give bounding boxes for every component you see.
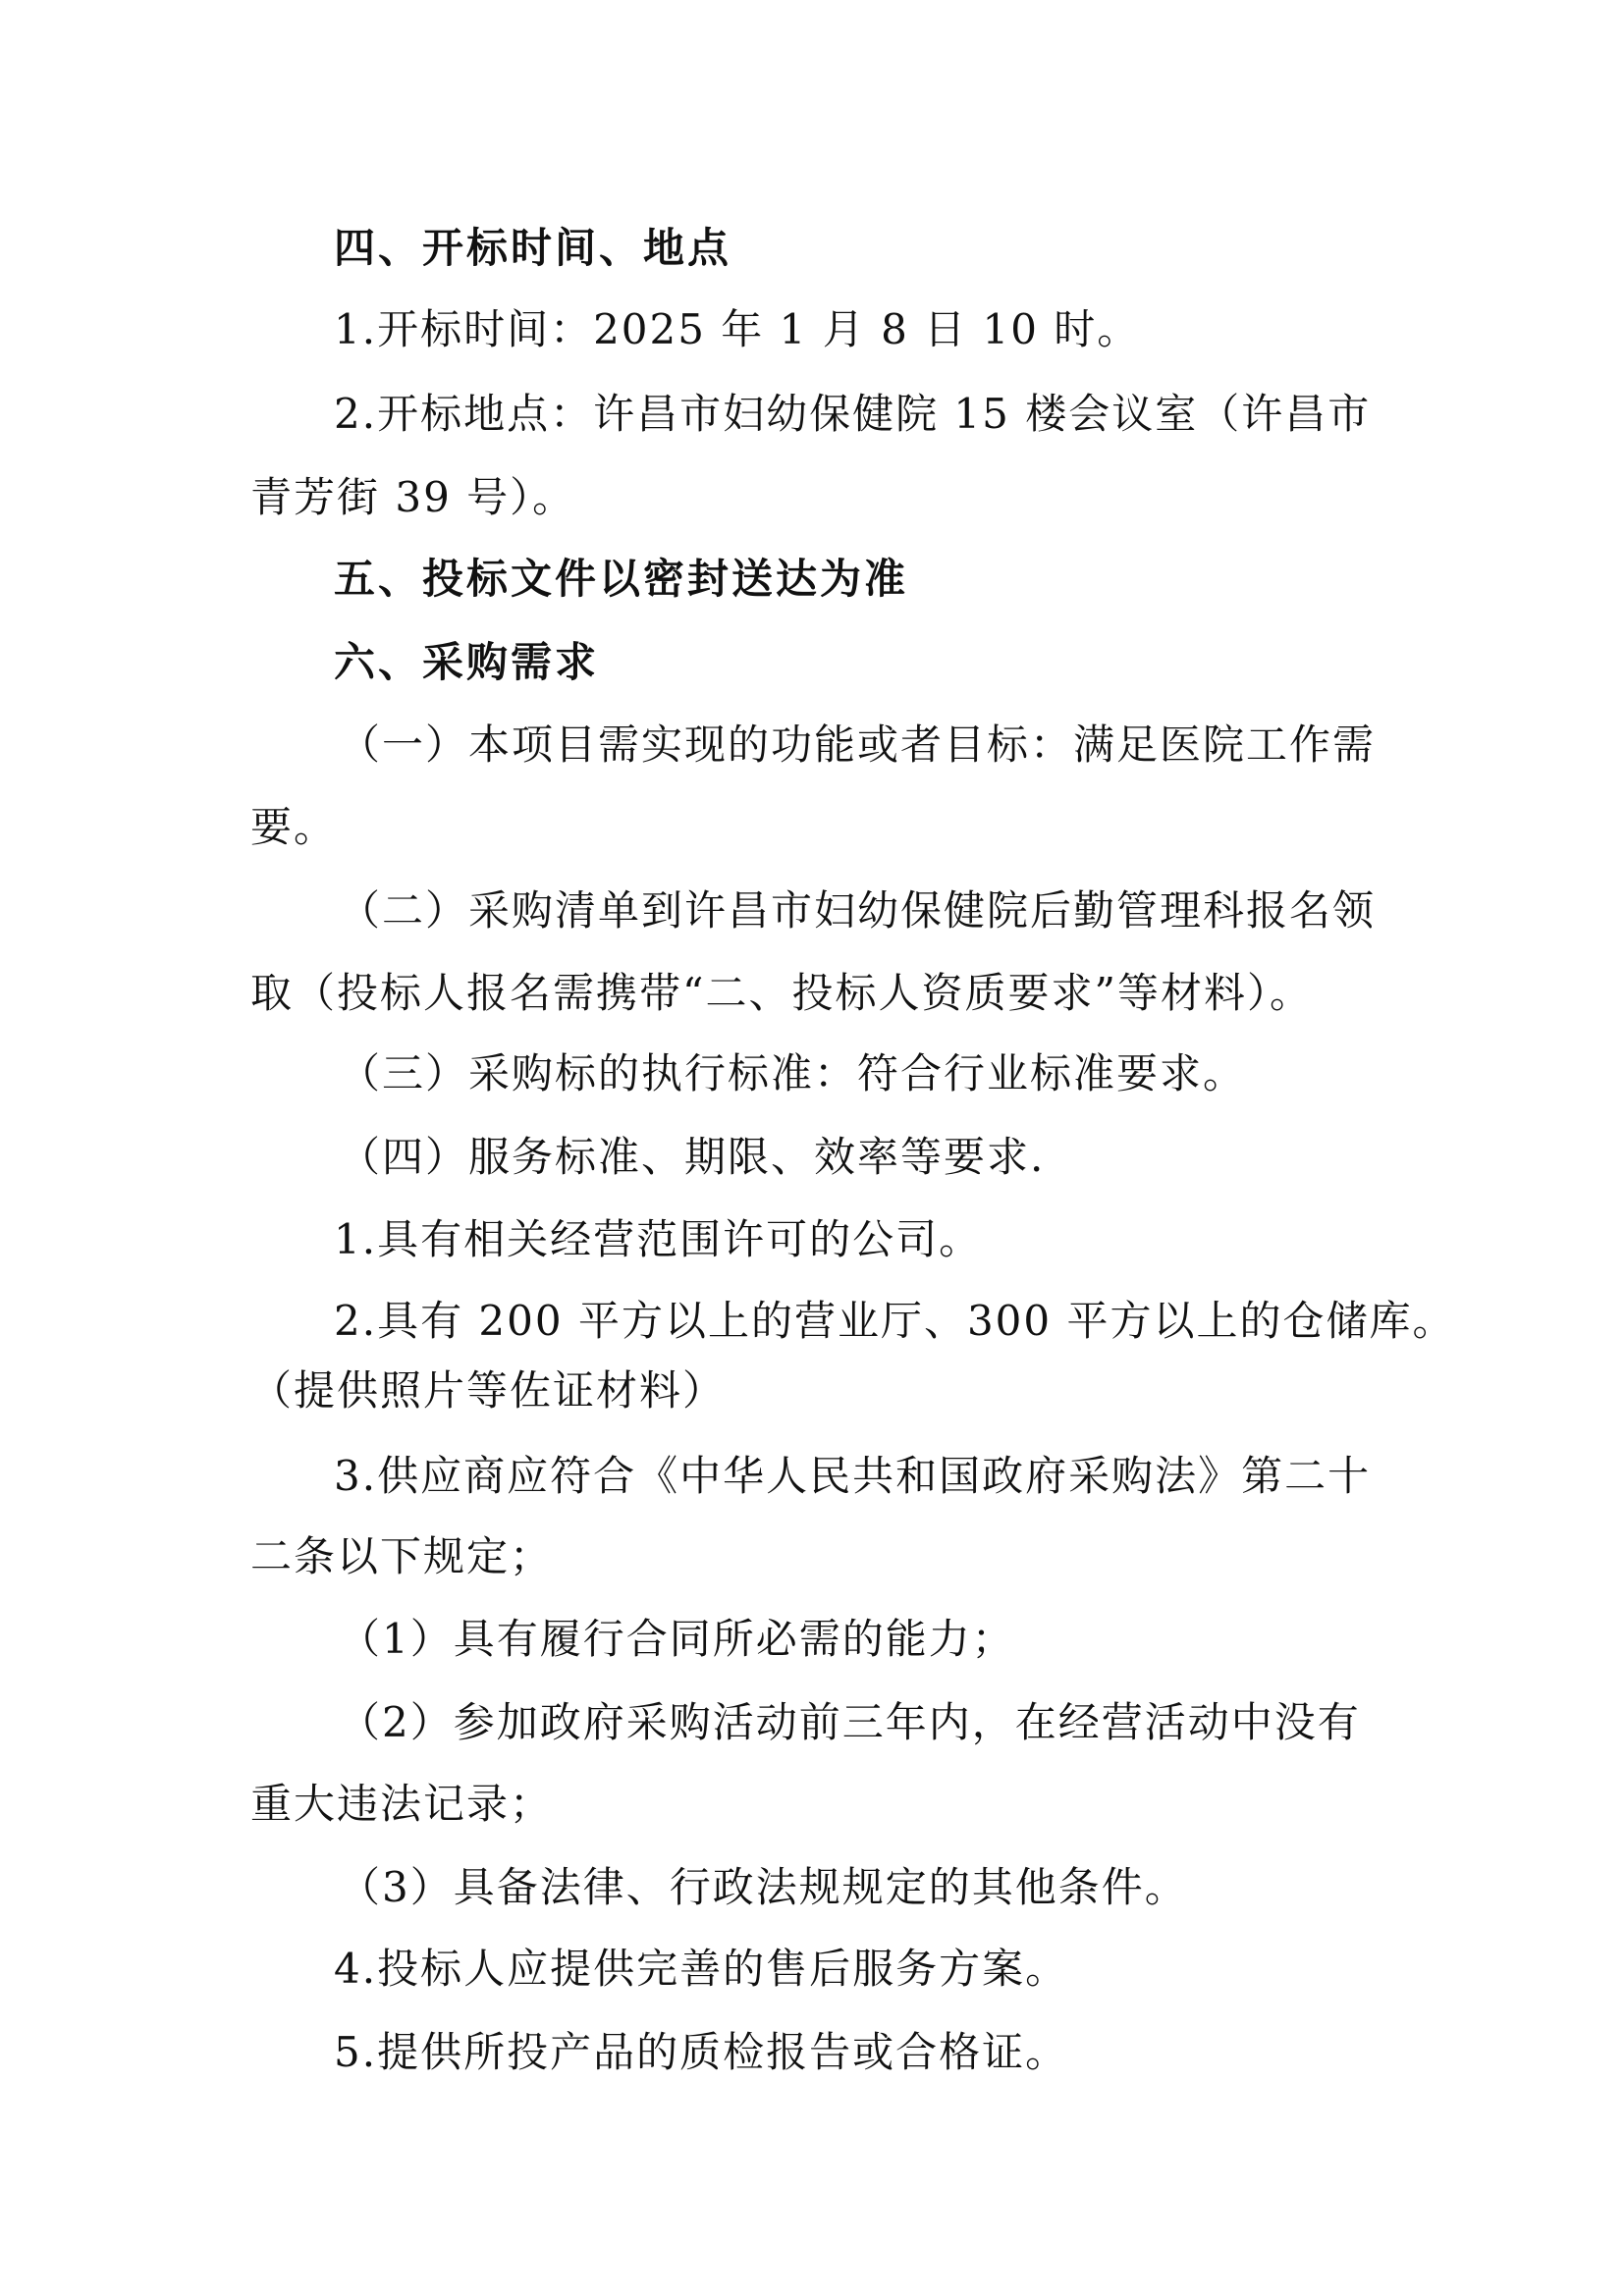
service-requirement-3: 3.供应商应符合《中华人民共和国政府采购法》第二十: [334, 1452, 1372, 1500]
requirement-item-4: （四）服务标准、期限、效率等要求.: [339, 1133, 1046, 1181]
service-requirement-2: 2.具有 200 平方以上的营业厅、300 平方以上的仓储库。: [334, 1297, 1456, 1345]
requirement-item-1-cont: 要。: [250, 803, 338, 851]
regulation-item-2-cont: 重大违法记录；: [250, 1780, 554, 1828]
service-requirement-3-cont: 二条以下规定；: [250, 1532, 554, 1580]
service-requirement-5: 5.提供所投产品的质检报告或合格证。: [334, 2028, 1069, 2076]
service-requirement-1: 1.具有相关经营范围许可的公司。: [334, 1215, 983, 1263]
regulation-item-3: （3）具备法律、行政法规规定的其他条件。: [339, 1863, 1188, 1911]
bid-opening-time: 1.开标时间：2025 年 1 月 8 日 10 时。: [334, 305, 1141, 353]
section-heading-6: 六、采购需求: [334, 638, 600, 686]
requirement-item-2: （二）采购清单到许昌市妇幼保健院后勤管理科报名领: [339, 886, 1377, 934]
requirement-item-2-cont: 取（投标人报名需携带“二、投标人资质要求”等材料）。: [250, 969, 1313, 1017]
regulation-item-2: （2）参加政府采购活动前三年内，在经营活动中没有: [339, 1698, 1361, 1746]
requirement-item-1: （一）本项目需实现的功能或者目标：满足医院工作需: [339, 721, 1377, 769]
requirement-item-3: （三）采购标的执行标准：符合行业标准要求。: [339, 1049, 1247, 1097]
bid-opening-location-cont: 青芳街 39 号）。: [250, 473, 576, 521]
section-heading-4: 四、开标时间、地点: [334, 224, 732, 272]
section-heading-5: 五、投标文件以密封送达为准: [334, 555, 909, 603]
service-requirement-2-cont: （提供照片等佐证材料）: [250, 1366, 727, 1415]
bid-opening-location: 2.开标地点：许昌市妇幼保健院 15 楼会议室（许昌市: [334, 390, 1372, 438]
service-requirement-4: 4.投标人应提供完善的售后服务方案。: [334, 1945, 1069, 1993]
regulation-item-1: （1）具有履行合同所必需的能力；: [339, 1615, 1015, 1663]
